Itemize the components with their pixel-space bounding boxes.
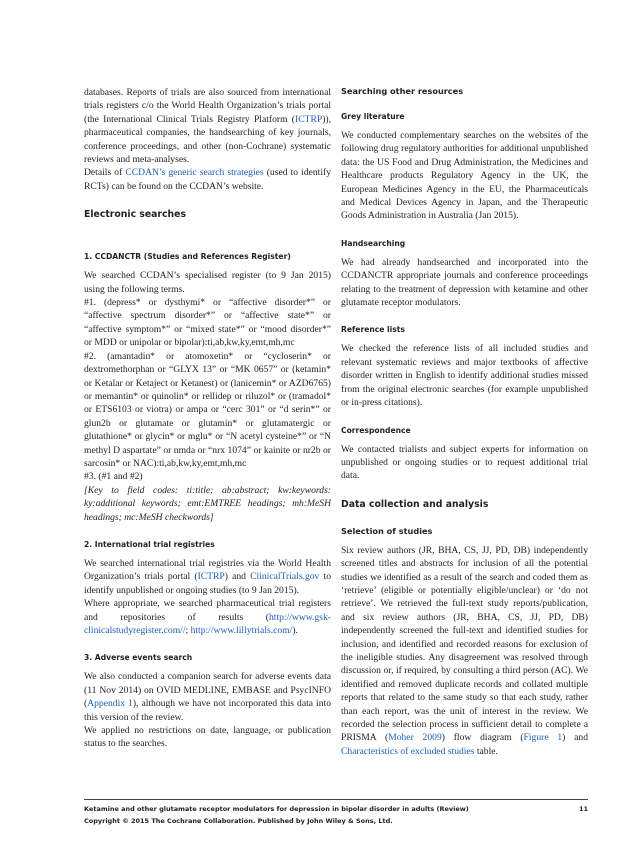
search-terms-2: #2. (amantadin* or atomoxetin* or “cycloserin* or dextromethorphan or “GLYX 13” or “MK 0657” or (ketamin* or Ketalar or Ketaject or Ketanest) or (lanicemin* or AZD6765) or memantin* or quinolin* or rellidep or riluzol* or (tramadol* or ETS6103 or viotra) or ampa or “cerc 301” or “d serin*” or glun2b or glutamate or glutamin* or glutamatergic or glutathione* or glycin* or mglu* or “N acetyl cysteine*” or “N methyl D aspartate” or nmda or “nrx 1074” or kainite or nr2b or sarcosin* or NAC):ti,ab,kw,ky,emt,mh,mc <box>84 350 331 469</box>
page-number: 11 <box>578 805 588 813</box>
restrictions-paragraph: We applied no restrictions on date, language, or publication status to the searches. <box>84 725 331 750</box>
ictrp-link[interactable]: ICTRP <box>295 113 323 125</box>
heading-other-resources: Searching other resources <box>341 86 464 96</box>
heading-international-registries: 2. International trial registries <box>84 539 215 549</box>
intro-paragraph <box>84 86 331 166</box>
moher-link[interactable]: Moher 2009 <box>388 732 442 744</box>
heading-grey-literature: Grey literature <box>341 112 405 121</box>
correspondence-paragraph: We contacted trialists and subject experts for information on unpublished or ongoing studies or to request additional trial data. <box>341 443 588 482</box>
text: ; <box>185 625 191 636</box>
text: ) flow diagram ( <box>441 732 524 744</box>
figure-1-link[interactable]: Figure 1 <box>523 732 563 744</box>
heading-data-collection: Data collection and analysis <box>341 498 489 510</box>
heading-ccdanctr: 1. CCDANCTR (Studies and References Register) <box>84 252 291 262</box>
handsearching-paragraph: We had already handsearched and incorporated into the CCDANCTR appropriate journals and conference proceedings relating to the treatment of depression with ketamine and other glutamate receptor modulators. <box>341 256 588 309</box>
text: Details of <box>84 167 126 179</box>
text: ) and <box>562 732 589 744</box>
gsk-register-link[interactable]: http://www.gsk-clinicalstudyregister.com// <box>84 611 331 636</box>
text: Six review authors (JR, BHA, CS, JJ, PD, DB) independently screened titles and abstracts for inclusion of all the potential studies we identified as a result of the search and coded them as ‘retrieve’ (eligible or potentially eligible/unclear) or ‘do not retrieve’. We retrieved the full-text study reports/publication, and six review authors (JR, BHA, CS, JJ, PD, DB) independently screened the full-text and identified studies for inclusion, and identified and recorded reasons for exclusion of the ineligible studies. Any disagreement was resolved through discussion or, if required, by consulting a third person (AC). We identified and removed duplicate records and collated multiple reports that related to the same study so that each study, rather than each report, was the unit of interest in the review. We recorded the selection process in sufficient detail to complete a PRISMA ( <box>341 544 588 744</box>
heading-electronic-searches: Electronic searches <box>84 209 186 221</box>
text: We also conducted a companion search for adverse events data (11 Nov 2014) on OVID MEDLINE, EMBASE and PsycINFO ( <box>84 671 331 710</box>
adverse-paragraph <box>84 670 331 724</box>
search-terms-1: #1. (depress* or dysthymi* or “affective disorder*” or “affective spectrum disorder*” or “affective state*” or “affective symptom*” or “mixed state*” or “mood disorder*” or MDD or unipolar or bipolar):ti,ab,kw,ky,emt,mh,mc <box>84 297 331 349</box>
page-footer <box>84 799 588 827</box>
grey-paragraph: We conducted complementary searches on the websites of the following drug regulatory authorities for additional unpublished data: the US Food and Drug Administration, the Medicines and Healthcare products Regulatory Agency in the UK, the European Medicines Agency in the EU, the Pharmaceuticals and Medical Devices Agency in Japan, and the Therapeutic Goods Administration in Australia (Jan 2015). <box>341 130 588 222</box>
text: databases. Reports of trials are also sourced from international trials registers c/o the World Health Organization’s trials portal (the International Clinical Trials Registry Platform ( <box>84 87 331 125</box>
pharma-paragraph <box>84 597 331 637</box>
text: Where appropriate, we searched pharmaceutical trial registers and repositories of results ( <box>84 598 331 623</box>
field-codes-key: [Key to field codes: ti:title; ab:abstract; kw:keywords: ky:additional keywords; emt:EMTREE headings; mh:MeSH headings; mc:MeSH checkwords] <box>84 484 331 523</box>
text: (used to identify RCTs) can be found on the CCDAN’s website. <box>84 167 332 192</box>
ccdanctr-paragraph: We searched CCDAN’s specialised register (to 9 Jan 2015) using the following terms. <box>84 270 331 295</box>
heading-reference-lists: Reference lists <box>341 325 405 335</box>
footer-copyright: Copyright © 2015 The Cochrane Collaboration. Published by John Wiley & Sons, Ltd. <box>84 817 393 825</box>
text: We searched international trial registries via the World Health Organization’s trials portal ( <box>84 557 331 583</box>
left-column <box>84 86 331 751</box>
search-strategies-link[interactable]: CCDAN’s generic search strategies <box>125 167 264 179</box>
ictrp-link[interactable]: ICTRP <box>197 571 225 583</box>
clinicaltrials-link[interactable]: ClinicalTrials.gov <box>250 571 320 583</box>
text: to identify unpublished or ongoing studies (to 9 Jan 2015). <box>84 571 331 596</box>
text: ). <box>292 625 298 636</box>
search-terms-3: #3. (#1 and #2) <box>84 471 143 483</box>
details-paragraph <box>84 166 331 193</box>
heading-adverse-events: 3. Adverse events search <box>84 653 193 663</box>
heading-selection-studies: Selection of studies <box>341 525 433 536</box>
intl-paragraph <box>84 557 331 597</box>
text: )), pharmaceutical companies, the handsearching of key journals, conference proceedings, and other (non-Cochrane) systematic reviews and meta-analyses. <box>84 113 331 166</box>
text: table. <box>474 745 498 757</box>
reference-paragraph: We checked the reference lists of all included studies and relevant systematic reviews and major textbooks of affective disorder written in English to identify additional studies missed from the original electronic searches (for example unpublished or in-press citations). <box>341 343 588 409</box>
footer-title: Ketamine and other glutamate receptor modulators for depression in bipolar disorder in adults (Review) <box>84 805 469 813</box>
selection-paragraph <box>341 544 588 759</box>
excluded-studies-link[interactable]: Characteristics of excluded studies <box>341 745 475 757</box>
heading-handsearching: Handsearching <box>341 238 406 248</box>
text: ) and <box>224 571 251 583</box>
lilly-trials-link[interactable]: http://www.lillytrials.com/ <box>190 625 293 636</box>
heading-correspondence: Correspondence <box>341 425 411 435</box>
text: ), although we have not incorporated this data into this version of the review. <box>84 698 331 723</box>
right-column <box>341 86 588 758</box>
appendix-link[interactable]: Appendix 1 <box>87 698 133 710</box>
